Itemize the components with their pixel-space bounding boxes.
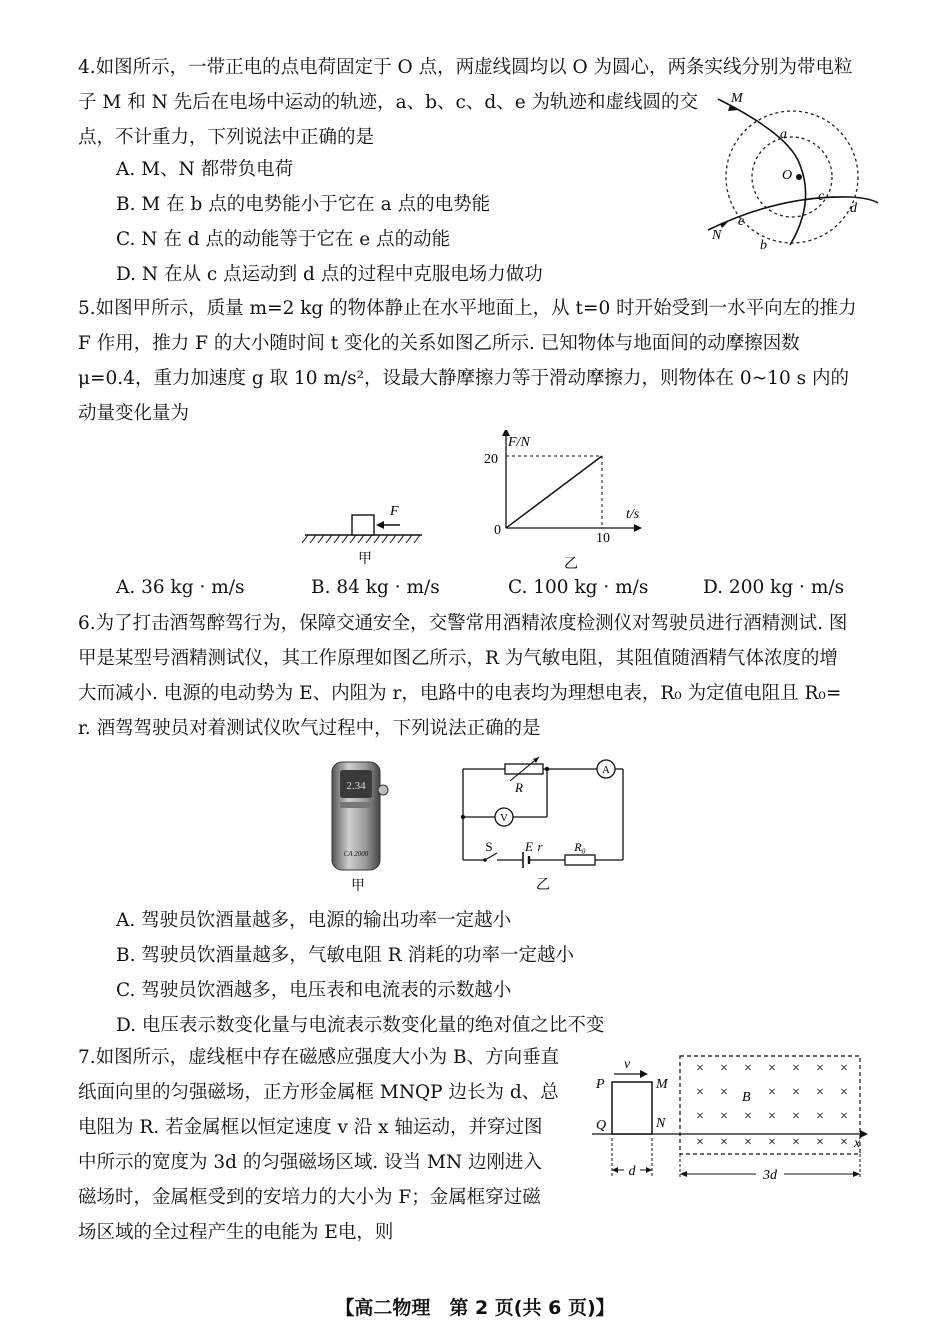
q4-option-b: B. M 在 b 点的电势能小于它在 a 点的电势能: [116, 194, 491, 215]
y-axis-label: F/N: [508, 435, 530, 450]
block: [352, 515, 374, 535]
q5-line: μ=0.4，重力加速度 g 取 10 m/s²，设最大静摩擦力等于滑动摩擦力，则物体在 0~10 s 内的: [78, 368, 849, 389]
question-6: [78, 606, 878, 746]
label-n: N: [656, 1116, 666, 1131]
q4-line: 点，不计重力，下列说法中正确的是: [78, 127, 375, 148]
q5-line: 动量变化量为: [78, 403, 190, 424]
q6-line: 6.为了打击酒驾醉驾行为，保障交通安全，交警常用酒精浓度检测仪对驾驶员进行酒精测试. 图: [78, 613, 848, 634]
q5-line: F 作用，推力 F 的大小随时间 t 变化的关系如图乙所示. 已知物体与地面间的动摩擦因数: [78, 333, 800, 354]
q6-option-c: C. 驾驶员饮酒越多，电压表和电流表的示数越小: [116, 980, 512, 1001]
label-v: v: [624, 1057, 631, 1072]
force-label: F: [390, 504, 399, 519]
label-d: d: [628, 1164, 636, 1179]
field-cross-mark: ×: [696, 1061, 704, 1076]
charge-o-dot: [796, 174, 802, 180]
q4-line: 4.如图所示，一带正电的点电荷固定于 O 点，两虚线圆均以 O 为圆心，两条实线分别为带电粒: [78, 57, 853, 78]
field-cross-mark: ×: [792, 1061, 800, 1076]
label-internal-r: r: [537, 839, 543, 854]
q5-option-a: A. 36 kg · m/s: [116, 577, 245, 598]
device-mouthpiece: [378, 785, 388, 795]
field-cross-mark: ×: [816, 1085, 824, 1100]
q4-option-d: D. N 在从 c 点运动到 d 点的过程中克服电场力做功: [116, 264, 543, 285]
q5-option-d: D. 200 kg · m/s: [703, 577, 845, 598]
label-e: e: [738, 214, 745, 229]
x-axis-arrow: [634, 524, 642, 532]
field-cross-mark: ×: [696, 1109, 704, 1124]
device-model: CA 2000: [343, 850, 369, 858]
page-footer: 【高二物理 第 2 页(共 6 页)】: [335, 1297, 615, 1319]
q4-field-figure: [700, 85, 880, 255]
q6-device-figure: [318, 756, 408, 894]
label-s: S: [485, 839, 493, 854]
field-cross-mark: ×: [840, 1109, 848, 1124]
q7-line: 7.如图所示，虚线框中存在磁感应强度大小为 B、方向垂直: [78, 1047, 560, 1068]
origin-tick-label: 0: [494, 523, 501, 538]
field-cross-mark: ×: [768, 1085, 776, 1100]
q7-line: 中所示的宽度为 3d 的匀强磁场区域. 设当 MN 边刚进入: [78, 1152, 543, 1173]
caption-jia: 甲: [358, 552, 372, 567]
q5-option-c: C. 100 kg · m/s: [508, 577, 649, 598]
field-cross-mark: ×: [696, 1085, 704, 1100]
field-cross-mark: ×: [768, 1061, 776, 1076]
field-cross-mark: ×: [720, 1085, 728, 1100]
label-n: N: [712, 228, 722, 243]
caption-jia: 甲: [351, 879, 365, 894]
q6-line: 甲是某型号酒精测试仪，其工作原理如图乙所示，R 为气敏电阻，其阻值随酒精气体浓度的增: [78, 648, 838, 669]
label-m: M: [656, 1077, 668, 1092]
label-q: Q: [596, 1118, 607, 1133]
question-5: [78, 291, 878, 431]
metal-frame: [612, 1082, 652, 1134]
label-b: B: [742, 1090, 751, 1105]
q6-circuit-figure: [455, 755, 630, 897]
switch: [485, 853, 497, 860]
q6-option-b: B. 驾驶员饮酒量越多，气敏电阻 R 消耗的功率一定越小: [116, 945, 575, 966]
q5-force-chart: [478, 430, 658, 578]
label-c: c: [818, 189, 825, 204]
field-cross-mark: ×: [720, 1061, 728, 1076]
field-cross-mark: ×: [816, 1061, 824, 1076]
trajectory-m: [718, 99, 806, 245]
x-axis-label: t/s: [626, 507, 640, 522]
label-e: E: [525, 839, 533, 854]
label-a: A: [602, 764, 610, 776]
field-cross-mark: ×: [744, 1109, 752, 1124]
x-tick-label: 10: [596, 531, 610, 546]
field-cross-mark: ×: [720, 1135, 728, 1150]
q6-line: r. 酒驾驾驶员对着测试仪吹气过程中，下列说法正确的是: [78, 718, 541, 739]
field-cross-mark: ×: [816, 1135, 824, 1150]
label-m: M: [731, 91, 743, 106]
field-cross-mark: ×: [744, 1061, 752, 1076]
label-o: O: [782, 168, 793, 183]
q4-option-c: C. N 在 d 点的动能等于它在 e 点的动能: [116, 229, 451, 250]
label-a: a: [780, 127, 787, 142]
q6-option-d: D. 电压表示数变化量与电流表示数变化量的绝对值之比不变: [116, 1015, 605, 1036]
q6-option-a: A. 驾驶员饮酒量越多，电源的输出功率一定越小: [116, 910, 512, 931]
q5-figure-jia: [300, 495, 440, 570]
q7-line: 电阻为 R. 若金属框以恒定速度 v 沿 x 轴运动，并穿过图: [78, 1117, 543, 1138]
field-cross-mark: ×: [792, 1109, 800, 1124]
label-r0: R₀: [574, 840, 586, 854]
label-3d: 3d: [763, 1168, 777, 1183]
field-cross-mark: ×: [792, 1085, 800, 1100]
q4-line: 子 M 和 N 先后在电场中运动的轨迹，a、b、c、d、e 为轨迹和虚线圆的交: [78, 92, 699, 113]
q4-option-a: A. M、N 都带负电荷: [116, 159, 294, 180]
device-display: 2.34: [346, 780, 366, 792]
q5-line: 5.如图甲所示，质量 m=2 kg 的物体静止在水平地面上，从 t=0 时开始受到一水平向左的推力: [78, 298, 857, 319]
field-cross-mark: ×: [792, 1135, 800, 1150]
caption-yi: 乙: [536, 878, 550, 893]
field-cross-mark: ×: [816, 1109, 824, 1124]
q7-magnetic-figure: [592, 1050, 877, 1190]
label-b: b: [760, 238, 767, 253]
q5-option-b: B. 84 kg · m/s: [311, 577, 440, 598]
fixed-resistor: [565, 855, 595, 865]
field-cross-mark: ×: [720, 1109, 728, 1124]
field-cross-mark: ×: [768, 1135, 776, 1150]
label-d: d: [850, 201, 857, 216]
caption-yi: 乙: [564, 557, 578, 572]
q7-line: 纸面向里的匀强磁场，正方形金属框 MNQP 边长为 d、总: [78, 1082, 559, 1103]
label-r: R: [515, 780, 523, 795]
field-cross-mark: ×: [840, 1061, 848, 1076]
q7-line: 磁场时，金属框受到的安培力的大小为 F；金属框穿过磁: [78, 1187, 541, 1208]
label-p: P: [596, 1077, 605, 1092]
q6-line: 大而减小. 电源的电动势为 E、内阻为 r，电路中的电表均为理想电表，R₀ 为定值电阻且 R₀=: [78, 683, 842, 704]
x-axis-label: x: [854, 1136, 861, 1151]
field-cross-mark: ×: [840, 1135, 848, 1150]
field-cross-mark: ×: [840, 1085, 848, 1100]
q7-line: 场区域的全过程产生的电能为 E电，则: [78, 1222, 394, 1243]
label-v: V: [500, 812, 508, 824]
field-cross-mark: ×: [768, 1109, 776, 1124]
force-series-line: [506, 456, 602, 528]
field-cross-mark: ×: [744, 1135, 752, 1150]
y-tick-label: 20: [484, 452, 498, 467]
question-7: [78, 1040, 598, 1250]
field-cross-mark: ×: [696, 1135, 704, 1150]
